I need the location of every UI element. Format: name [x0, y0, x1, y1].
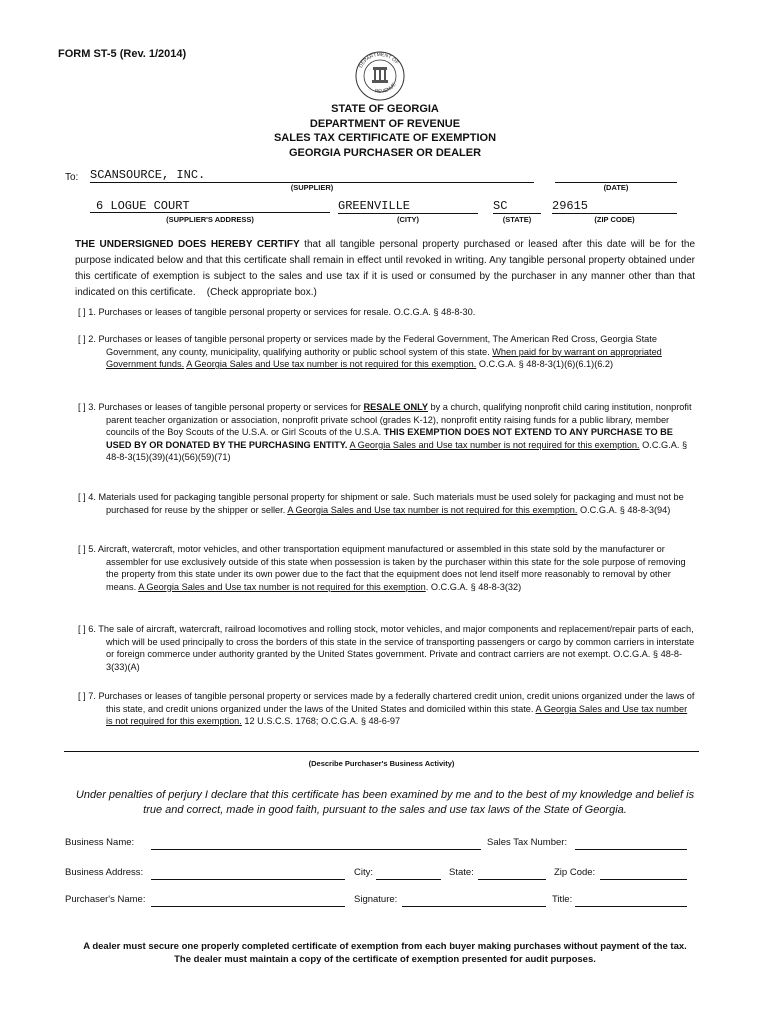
certify-note: (Check appropriate box.)	[206, 287, 317, 298]
exemption-item-4[interactable]	[78, 491, 696, 516]
seal-text-bottom: REVENUE	[374, 81, 398, 95]
sales-tax-number-label: Sales Tax Number:	[487, 837, 568, 848]
zip-field[interactable]: 29615	[552, 199, 677, 214]
exemption-item-1[interactable]	[78, 306, 696, 319]
item-3-checkbox[interactable]: [ ] 3.	[78, 402, 96, 412]
item-5-citation: . O.C.G.A. § 48-8-3(32)	[425, 581, 522, 592]
item-2-checkbox[interactable]: [ ] 2.	[78, 334, 96, 344]
supplier-caption: (SUPPLIER)	[290, 183, 334, 192]
sales-tax-number-input[interactable]	[575, 849, 687, 850]
business-address-label: Business Address:	[65, 867, 144, 878]
title-input[interactable]	[575, 906, 687, 907]
item-4-text: Materials used for packaging tangible personal property for shipment or sale. Such materials must be used solely for packaging and must not be purchased for reuse by the shipper or seller.	[98, 492, 684, 515]
item-5-tax-number-note: A Georgia Sales and Use tax number is not required for this exemption	[138, 581, 426, 592]
item-3-bold-note: THIS EXEMPTION DOES NOT EXTEND TO ANY PURCHASE TO BE USED BY OR DONATED BY THE PURCHASING ENTITY.	[106, 427, 673, 450]
item-5-checkbox[interactable]: [ ] 5.	[78, 544, 96, 554]
certify-lead: THE UNDERSIGNED DOES HEREBY CERTIFY	[75, 239, 300, 250]
footer-line-1: A dealer must secure one properly completed certificate of exemption from each buyer making purchases without payment of the tax.	[83, 941, 687, 952]
item-6-checkbox[interactable]: [ ] 6.	[78, 624, 96, 634]
certification-paragraph	[75, 237, 695, 301]
business-activity-caption: (Describe Purchaser's Business Activity)	[308, 759, 455, 768]
signature-label: Signature:	[354, 894, 398, 905]
item-2-tax-number-note: A Georgia Sales and Use tax number is not required for this exemption.	[186, 359, 477, 370]
perjury-statement: Under penalties of perjury I declare that this certificate has been examined by me and to the best of my knowledge and belief is true and correct, made in good faith, pursuant to the sales and use tax laws of the State of Georgia.	[75, 789, 695, 816]
date-field[interactable]	[555, 168, 677, 183]
title-line-2: DEPARTMENT OF REVENUE	[309, 117, 461, 130]
item-3-citation: O.C.G.A. § 48-8-3(15)(39)(41)(56)(59)(71)	[106, 439, 688, 463]
date-caption: (DATE)	[603, 183, 629, 192]
zip-code-label: Zip Code:	[554, 867, 596, 878]
to-label: To:	[65, 172, 79, 183]
city-caption: (CITY)	[396, 215, 420, 224]
certify-text: that all tangible personal property purchased or leased after this date will be for the purpose indicated below and that this certificate shall remain in effect until revoked in writing. Any tangible personal property obtained under this certificate of exemption is subject to the sales and use tax if it is used or consumed by the purchaser in any manner other than that indicated on this certificate.	[75, 239, 696, 298]
footer-line-2: The dealer must maintain a copy of the certificate of exemption presented for audit purposes.	[174, 954, 596, 965]
state-field[interactable]: SC	[493, 199, 541, 214]
city-label: City:	[354, 867, 373, 878]
item-4-citation: O.C.G.A. § 48-8-3(94)	[577, 504, 671, 515]
city-input[interactable]	[376, 879, 441, 880]
item-3-text-2: by a church, qualifying nonprofit child caring institution, nonprofit parent teacher organization or association, nonprofit private school (grades K-12), nonprofit entity raising funds for a public library, member councils of the Boy Scouts of the U.S.A. or Girl Scouts of the U.S.A.	[106, 402, 692, 438]
form-number: FORM ST-5 (Rev. 1/2014)	[58, 48, 187, 60]
item-4-checkbox[interactable]: [ ] 4.	[78, 492, 96, 502]
title-line-3: SALES TAX CERTIFICATE OF EXEMPTION	[273, 132, 497, 144]
state-caption: (STATE)	[502, 215, 532, 224]
item-6-text: The sale of aircraft, watercraft, railroad locomotives and rolling stock, motor vehicles, and major components and replacement/repair parts of each, which will be used principally to cross the borders of this state in the service of transporting passengers or cargo by common carriers in interstate or foreign commerce under authority granted by the United States government. Private and contract carriers are not exempt. O.C.G.A. § 48-8-3(33)(A)	[98, 624, 695, 672]
svg-text:REVENUE	[374, 81, 398, 95]
exemption-item-5[interactable]	[78, 543, 696, 593]
item-1-text: Purchases or leases of tangible personal property or services for resale. O.C.G.A. § 48-8-30.	[98, 307, 476, 317]
footer-notice	[0, 940, 770, 966]
item-2-citation: O.C.G.A. § 48-8-3(1)(6)(6.1)(6.2)	[476, 359, 614, 370]
state-label: State:	[449, 867, 474, 878]
item-7-citation: 12 U.S.C.S. 1768; O.C.G.A. § 48-6-97	[241, 716, 401, 727]
item-7-checkbox[interactable]: [ ] 7.	[78, 691, 96, 701]
exemption-item-6[interactable]	[78, 623, 696, 673]
form-title	[0, 102, 770, 160]
title-line-1: STATE OF GEORGIA	[331, 103, 439, 115]
city-field[interactable]: GREENVILLE	[338, 199, 478, 214]
purchasers-name-label: Purchaser's Name:	[65, 894, 146, 905]
item-7-tax-number-note: A Georgia Sales and Use tax number is not required for this exemption.	[106, 703, 688, 727]
business-address-input[interactable]	[151, 879, 345, 880]
supplier-name-field[interactable]: SCANSOURCE, INC.	[90, 168, 534, 183]
item-7-text: Purchases or leases of tangible personal property or services made by a federally chartered credit union, credit unions organized under the laws of this state, and credit unions organized under the laws of the United States and domiciled within this state.	[98, 691, 695, 714]
business-name-input[interactable]	[151, 849, 481, 850]
purchasers-name-input[interactable]	[151, 906, 345, 907]
signature-input[interactable]	[402, 906, 546, 907]
zip-code-input[interactable]	[600, 879, 687, 880]
zip-caption: (ZIP CODE)	[594, 215, 635, 224]
item-5-text: Aircraft, watercraft, motor vehicles, and other transportation equipment manufactured or assembled in this state sold by the manufacturer or assembler for use exclusively outside of this state when possession is taken by the purchaser within this state for the sole purpose of removing the property from this state under its own power due to the fact that the equipment does not lend itself more reasonably to removal by other means.	[97, 544, 686, 592]
title-label: Title:	[552, 894, 573, 905]
department-of-revenue-seal-icon	[354, 50, 406, 102]
item-4-tax-number-note: A Georgia Sales and Use tax number is not required for this exemption.	[287, 504, 578, 515]
item-3-tax-number-note: A Georgia Sales and Use tax number is not required for this exemption.	[349, 439, 640, 450]
supplier-address-caption: (SUPPLIER'S ADDRESS)	[166, 215, 254, 224]
supplier-address-field[interactable]: 6 LOGUE COURT	[90, 199, 330, 213]
business-activity-line[interactable]	[64, 751, 699, 752]
title-line-4: GEORGIA PURCHASER OR DEALER	[288, 146, 482, 159]
state-input[interactable]	[478, 879, 546, 880]
item-2-warrant-note: When paid for by warrant on appropriated Government funds.	[106, 346, 662, 370]
item-3-resale-only: RESALE ONLY	[363, 402, 428, 412]
business-name-label: Business Name:	[65, 837, 135, 848]
item-1-checkbox[interactable]: [ ] 1.	[78, 307, 96, 317]
exemption-item-7[interactable]	[78, 690, 696, 728]
exemption-item-2[interactable]	[78, 333, 696, 371]
exemption-item-3[interactable]	[78, 401, 696, 464]
item-3-text: Purchases or leases of tangible personal property or services for	[98, 402, 364, 412]
seal-text-top: DEPARTMENT OF	[357, 51, 400, 70]
item-2-text: Purchases or leases of tangible personal property or services made by the Federal Government, The American Red Cross, Georgia State Government, any county, municipality, qualifying authority or public school system of this state.	[98, 334, 657, 357]
